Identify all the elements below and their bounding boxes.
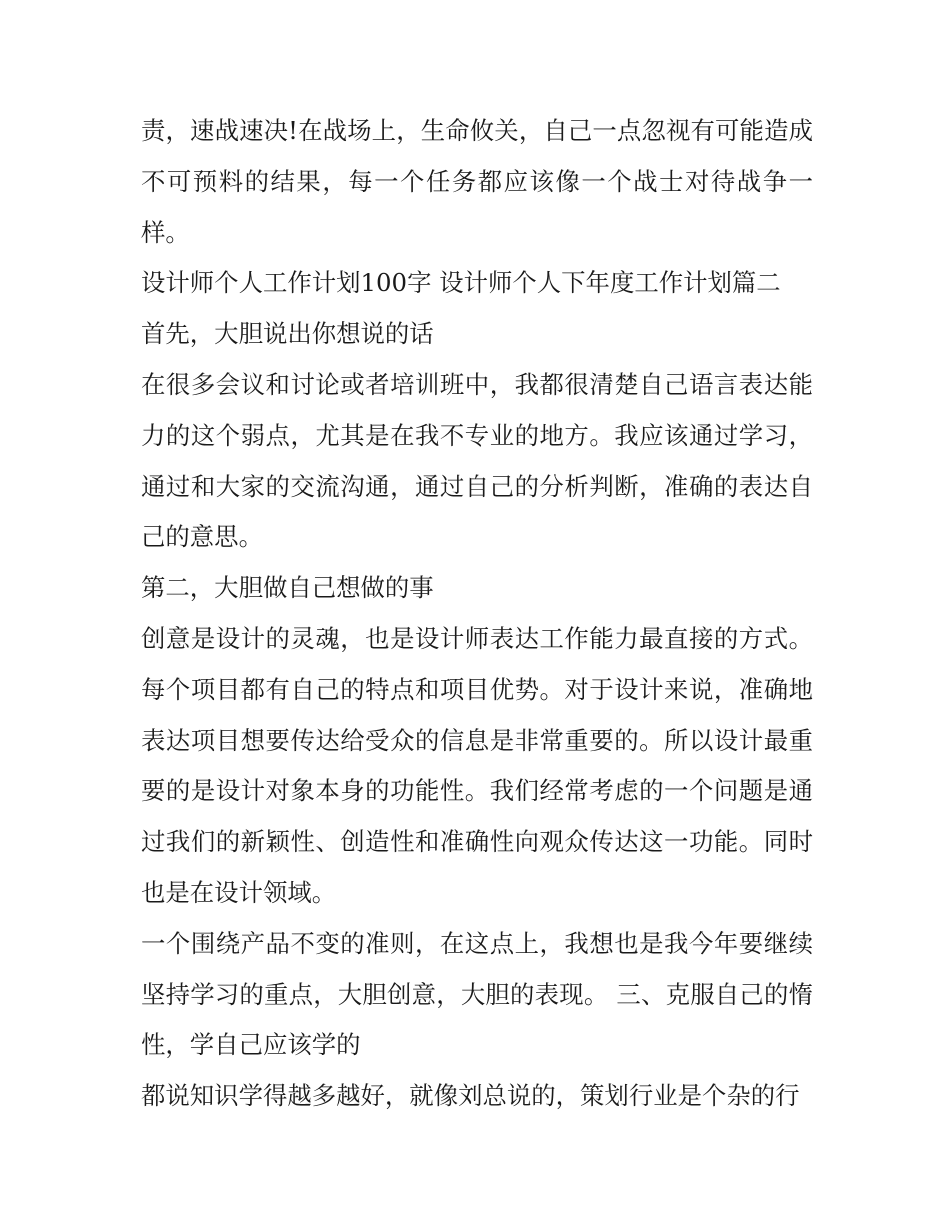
document-body	[141, 106, 813, 1122]
subheading-first: 首先，大胆说出你想说的话	[141, 319, 434, 349]
paragraph-expression: 在很多会议和讨论或者培训班中，我都很清楚自己语言表达能力的这个弱点，尤其是在我不专业的地方。我应该通过学习，通过和大家的交流沟通，通过自己的分析判断，准确的表达自己的意思。	[141, 369, 813, 552]
paragraph-principle: 一个围绕产品不变的准则，在这点上，我想也是我今年要继续坚持学习的重点，大胆创意，大胆的表现。 三、克服自己的惰性，学自己应该学的	[141, 928, 813, 1060]
subheading-second: 第二，大胆做自己想做的事	[141, 573, 434, 603]
paragraph-creativity: 创意是设计的灵魂，也是设计师表达工作能力最直接的方式。每个项目都有自己的特点和项目优势。对于设计来说，准确地表达项目想要传达给受众的信息是非常重要的。所以设计最重要的是设计对象本身的功能性。我们经常考虑的一个问题是通过我们的新颖性、创造性和准确性向观众传达这一功能。同时也是在设计领域。	[141, 623, 813, 907]
paragraph-knowledge: 都说知识学得越多越好，就像刘总说的，策划行业是个杂的行	[141, 1081, 800, 1111]
paragraph-continuation: 责，速战速决!在战场上，生命攸关，自己一点忽视有可能造成不可预料的结果，每一个任务都应该像一个战士对待战争一样。	[141, 116, 813, 247]
section-heading: 设计师个人工作计划100字 设计师个人下年度工作计划篇二	[141, 268, 781, 298]
